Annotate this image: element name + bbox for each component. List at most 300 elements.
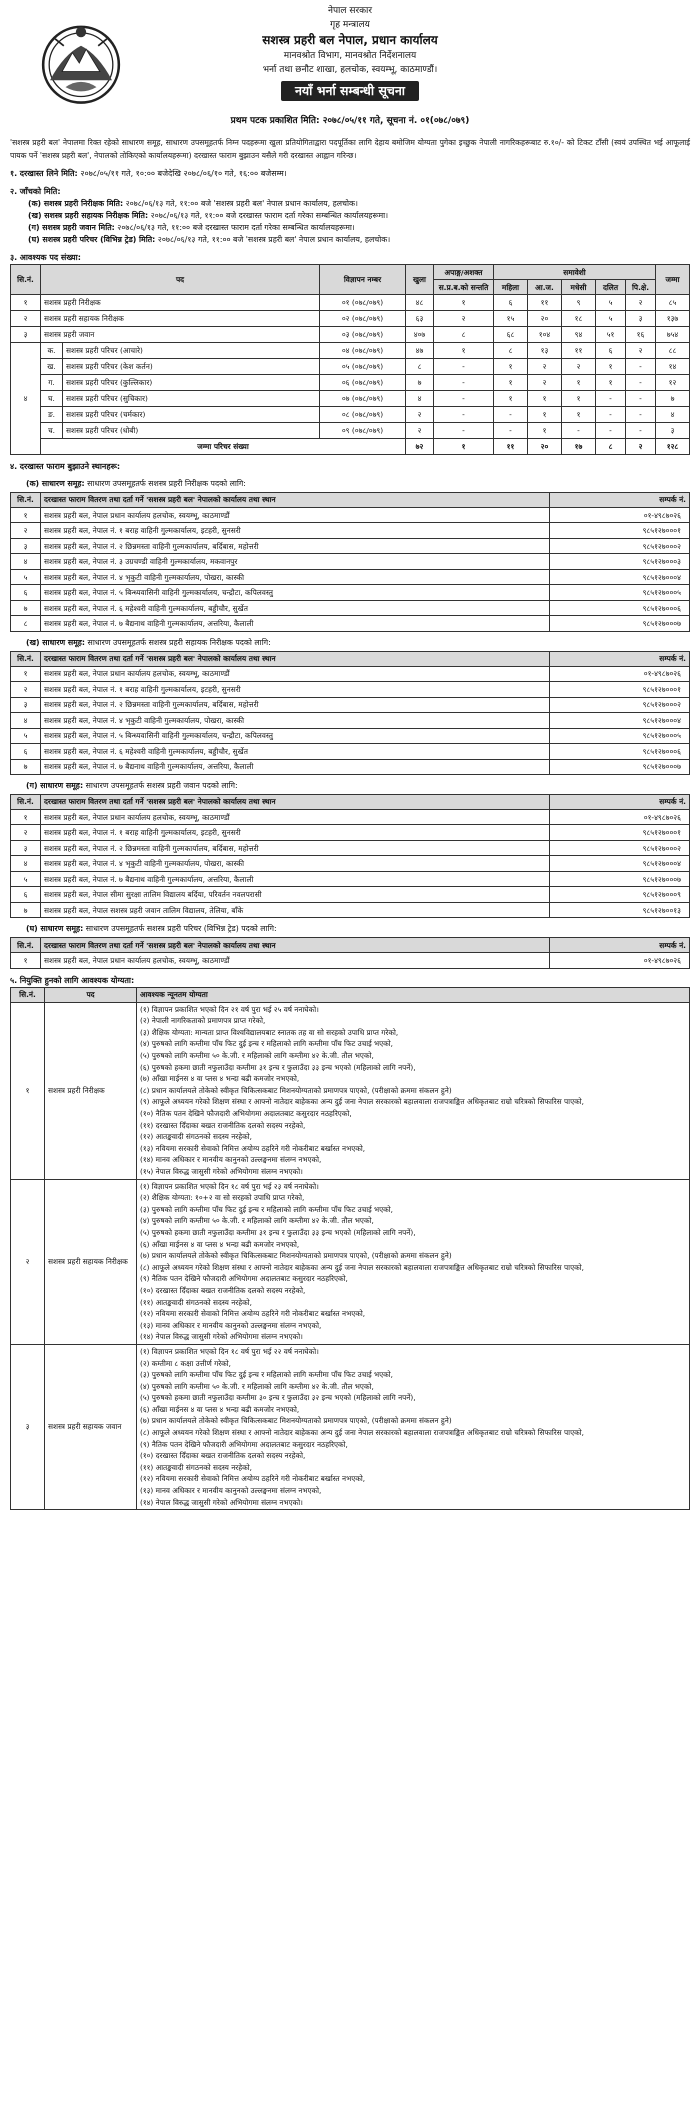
cell-office: सशस्त्र प्रहरी बल, नेपाल नं. ५ बिन्ध्यवासिनी वाहिनी गुल्मकार्यालय, चन्द्रौटा, कपिलवस्तु xyxy=(41,728,550,744)
cell-open: २ xyxy=(406,423,434,439)
requirement-item: (१) विज्ञापन प्रकाशित भएको दिन १८ वर्ष पुरा भई २३ वर्ष ननाघेको। xyxy=(140,1181,319,1191)
col-requirement: आवश्यक न्यूनतम योग्यता xyxy=(137,987,690,1002)
table-row xyxy=(11,728,690,744)
cell-open: ४०७ xyxy=(406,327,434,343)
cell-post: सशस्त्र प्रहरी निरीक्षक xyxy=(41,295,320,311)
unit-label: भर्ना तथा छनौट शाखा, हलचोक, स्वयम्भू, काठमाण्डौं। xyxy=(262,65,438,75)
requirement-item: (१३) नवियमा सरकारी सेवाको निमित्त अयोग्य ठहरिने गरी नोकरीबाट बर्खास्त नभएको, xyxy=(140,1143,366,1153)
cell-b: - xyxy=(626,423,656,439)
requirement-item: (११) दरखास्त दिँदाका बखत राजनीतिक दलको सदस्य नरहेको, xyxy=(140,1120,306,1130)
requirement-list xyxy=(140,1181,686,1343)
table-row xyxy=(11,327,690,343)
requirement-item: (१४) नेपाल विरुद्ध जासुसी गरेको अभियोगमा संलग्न नभएको। xyxy=(140,1332,303,1342)
cell-phone: ९८५१२७०००९ xyxy=(550,887,690,903)
requirement-item: (२) शैक्षिक योग्यता: १०+२ वा सो सरहको उपाधि प्राप्त गरेको, xyxy=(140,1193,305,1203)
cell-sn: ३ xyxy=(11,697,41,713)
cell-adv: ०४ (०७८/०७९) xyxy=(320,343,406,359)
cell-b: - xyxy=(626,391,656,407)
requirement-list xyxy=(140,1346,686,1508)
requirement-item: (१४) मानव अधिकार र मानवीय कानुनको उल्लङ्घनमा संलग्न नभएको, xyxy=(140,1155,322,1165)
section-qualifications xyxy=(10,975,690,987)
col-phone: सम्पर्क नं. xyxy=(550,492,690,507)
cell-phone: ९८५१२७०००४ xyxy=(550,713,690,729)
cell-sn: ६ xyxy=(11,887,41,903)
cell-b: ३ xyxy=(626,311,656,327)
cell-m: १ xyxy=(562,407,596,423)
table-row xyxy=(11,856,690,872)
total-label: जम्मा परिचर संख्या xyxy=(41,439,406,455)
requirement-item: (३) पुरुषको लागि कम्तीमा पाँच फिट दुई इन्च र महिलाको लागि कम्तीमा पाँच फिट उचाई भएको, xyxy=(140,1204,393,1214)
header-row xyxy=(11,794,690,809)
cell-post: सशस्त्र प्रहरी जवान xyxy=(41,327,320,343)
cell-d: ५ xyxy=(596,295,626,311)
cell-sub-index: ग. xyxy=(41,375,63,391)
cell-phone: ०१-४९८७०२६ xyxy=(550,809,690,825)
cell-office: सशस्त्र प्रहरी बल, नेपाल नं. ७ बैद्यनाथ वाहिनी गुल्मकार्यालय, अत्तरिया, कैलाली xyxy=(41,871,550,887)
cell-aj: १०४ xyxy=(528,327,562,343)
col-inclusive: समावेशी xyxy=(494,265,656,280)
cell-adv: ०२ (०७८/०७९) xyxy=(320,311,406,327)
cell-sn: ५ xyxy=(11,871,41,887)
col-sn: सि.नं. xyxy=(11,651,41,666)
exam-date-item xyxy=(10,198,690,210)
cell-phone: ०१-४९८७०२६ xyxy=(550,666,690,682)
cell-phone: ९८५१२७०००६ xyxy=(550,744,690,760)
exam-date-item xyxy=(10,234,690,246)
office-group-label: (ख) साधारण समूह: xyxy=(26,637,86,647)
cell-office: सशस्त्र प्रहरी बल, नेपाल नं. २ छिन्नमस्ता वाहिनी गुल्मकार्यालय, बर्दिबास, महोत्तरी xyxy=(41,697,550,713)
cell-office: सशस्त्र प्रहरी बल, नेपाल नं. ४ भृकुटी वाहिनी गुल्मकार्यालय, पोखरा, कास्की xyxy=(41,713,550,729)
cell-phone: ९८५१२७००१३ xyxy=(550,902,690,918)
col-post: पद xyxy=(41,265,320,295)
office-groups xyxy=(10,479,690,968)
cell-office: सशस्त्र प्रहरी बल, नेपाल सीमा सुरक्षा तालिम विद्यालय बर्दिया, परिवर्तन नवलपरासी xyxy=(41,887,550,903)
requirement-item: (८) आफूले अध्ययन गरेको शिक्षण संस्था र आफ्नो नातेदार बाहेकका अन्य दुई जना नेपाल सरकारको बहालवाला राजपत्राङ्कित अधिकृतबाट राम्रो चरित्रको सिफारिस पाएको, xyxy=(140,1262,584,1272)
cell-r: - xyxy=(434,423,494,439)
col-phone: सम्पर्क नं. xyxy=(550,794,690,809)
cell-w: १ xyxy=(494,375,528,391)
requirement-item: (८) प्रधान कार्यालयले तोकेको स्वीकृत चिकित्सकबाट मिशनयोग्यताको प्रमाणपत्र पाएको, (परीक्षाको क्रममा संकलन हुने) xyxy=(140,1085,452,1095)
requirement-item: (१) विज्ञापन प्रकाशित भएको दिन २१ वर्ष पुरा भई २५ वर्ष ननाघेको। xyxy=(140,1004,319,1014)
total-t: १२८ xyxy=(656,439,690,455)
col-open: खुला xyxy=(406,265,434,295)
cell-sn: ५ xyxy=(11,728,41,744)
requirement-item: (३) शैक्षिक योग्यता: मान्यता प्राप्त विश्वविद्यालयबाट स्नातक तह वा सो सरहको उपाधि प्राप्त गरेको, xyxy=(140,1027,399,1037)
cell-m: - xyxy=(562,423,596,439)
cell-sn: ४ xyxy=(11,856,41,872)
table-row xyxy=(11,295,690,311)
ministry-label: गृह मन्त्रालय xyxy=(330,20,370,30)
cell-d: - xyxy=(596,391,626,407)
cell-r: १ xyxy=(434,343,494,359)
intro-paragraph: 'सशस्त्र प्रहरी बल' नेपालमा रिक्त रहेको साधारण समूह, साधारण उपसमूहतर्फ निम्न पदहरूमा खुला प्रतियोगिताद्वारा पदपूर्तिका लागि देहाय बमोजिम योग्यता पुगेका इच्छुक नेपाली नागरिकहरूबाट रु.१०/- को टिकट टाँसी (स्वयं उपस्थित भई आफूलाई पायक पर्ने 'सशस्त्र प्रहरी बल', नेपालको तोकिएको कार्यालयहरूमा) दरखास्त फाराम बुझाउन यसैले गरी दरखास्त आह्वान गरिन्छ। xyxy=(10,138,690,160)
requirement-item: (१३) मानव अधिकार र मानवीय कानुनको उल्लङ्घनमा संलग्न नभएको, xyxy=(140,1486,322,1496)
requirement-item: (१०) दरखास्त दिँदाका बखत राजनीतिक दलको सदस्य नरहेको, xyxy=(140,1451,306,1461)
cell-t: १४ xyxy=(656,359,690,375)
cell-sn: १ xyxy=(11,1002,45,1179)
cell-r: २ xyxy=(434,311,494,327)
cell-sub-index: ङ. xyxy=(41,407,63,423)
table-row xyxy=(11,871,690,887)
cell-t: १२ xyxy=(656,375,690,391)
cell-office: सशस्त्र प्रहरी बल, नेपाल प्रधान कार्यालय हलचोक, स्वयम्भू, काठमाण्डौं xyxy=(41,953,550,969)
posts-table xyxy=(10,264,690,455)
col-phone: सम्पर्क नं. xyxy=(550,651,690,666)
cell-b: २ xyxy=(626,343,656,359)
office-group-text: साधारण उपसमूहतर्फ सशस्त्र प्रहरी सहायक निरीक्षक पदको लागि: xyxy=(87,637,271,647)
org-name: सशस्त्र प्रहरी बल नेपाल, प्रधान कार्यालय xyxy=(262,33,438,47)
cell-sn: ७ xyxy=(11,902,41,918)
requirement-item: (८) आफूले अध्ययन गरेको शिक्षण संस्था र आफ्नो नातेदार बाहेकका अन्य दुई जना नेपाल सरकारको बहालवाला राजपत्राङ्कित अधिकृतबाट राम्रो चरित्रको सिफारिस पाएको, xyxy=(140,1428,584,1438)
cell-sn: ६ xyxy=(11,744,41,760)
cell-d: १ xyxy=(596,359,626,375)
cell-phone: ०१-४९८७०२६ xyxy=(550,953,690,969)
section-label: जाँचको मिति: xyxy=(19,187,61,197)
cell-post: सशस्त्र प्रहरी सहायक जवान xyxy=(45,1344,137,1509)
col-place: दरखास्त फाराम वितरण तथा दर्ता गर्ने 'सशस्त्र प्रहरी बल' नेपालको कार्यालय तथा स्थान xyxy=(41,938,550,953)
cell-w: - xyxy=(494,423,528,439)
cell-m: १८ xyxy=(562,311,596,327)
requirement-item: (५) पुरुषको हकमा छाती नफुलाउँदा कम्तीमा ३१ इन्च र फुलाउँदा ३३ इन्च भएको (महिलाको लागि नपर्ने), xyxy=(140,1227,416,1237)
cell-sub-index: घ. xyxy=(41,391,63,407)
cell-adv: ०५ (०७८/०७९) xyxy=(320,359,406,375)
requirement-item: (६) आँखा माईनस ४ वा प्लस ४ भन्दा बढी कमजोर नभएको, xyxy=(140,1239,300,1249)
table-row xyxy=(11,953,690,969)
cell-office: सशस्त्र प्रहरी बल, नेपाल नं. ७ बैद्यनाथ वाहिनी गुल्मकार्यालय, अत्तरिया, कैलाली xyxy=(41,759,550,775)
table-row xyxy=(11,569,690,585)
requirement-list xyxy=(140,1004,686,1178)
qualification-table xyxy=(10,987,690,1511)
cell-b: २ xyxy=(626,295,656,311)
cell-open: ४८ xyxy=(406,295,434,311)
office-group-label: (ग) साधारण समूह: xyxy=(26,781,84,791)
cell-open: ६३ xyxy=(406,311,434,327)
cell-b: १६ xyxy=(626,327,656,343)
cell-office: सशस्त्र प्रहरी बल, नेपाल नं. ४ भृकुटी वाहिनी गुल्मकार्यालय, पोखरा, कास्की xyxy=(41,569,550,585)
table-row xyxy=(11,887,690,903)
table-row xyxy=(11,375,690,391)
section-offices xyxy=(10,461,690,473)
total-m: १७ xyxy=(562,439,596,455)
section-application-date xyxy=(10,168,690,180)
cell-t: ७ xyxy=(656,391,690,407)
cell-sn: ३ xyxy=(11,1344,45,1509)
requirement-item: (१२) नवियमा सरकारी सेवाको निमित्त अयोग्य ठहरिने गरी नोकरीबाट बर्खास्त नभएको, xyxy=(140,1309,366,1319)
requirement-item: (९) नैतिक पतन देखिने फौजदारी अभियोगमा अदालतबाट कसुरदार नठहरिएको, xyxy=(140,1439,348,1449)
cell-sub-index: ख. xyxy=(41,359,63,375)
cell-phone: ९८५१२७०००३ xyxy=(550,554,690,570)
cell-office: सशस्त्र प्रहरी बल, नेपाल नं. ६ महेश्वरी वाहिनी गुल्मकार्यालय, बड्डीचौर, सुर्खेत xyxy=(41,600,550,616)
table-row xyxy=(11,1344,690,1509)
cell-sn: ३ xyxy=(11,840,41,856)
requirement-item: (२) नेपाली नागरिकताको प्रमाणपत्र प्राप्त गरेको, xyxy=(140,1016,266,1026)
section-number: २. xyxy=(10,187,18,197)
section-number: १. xyxy=(10,169,18,179)
section-posts xyxy=(10,252,690,264)
cell-open: २ xyxy=(406,407,434,423)
cell-post: सशस्त्र प्रहरी निरीक्षक xyxy=(45,1002,137,1179)
total-open: ७२ xyxy=(406,439,434,455)
table-row xyxy=(11,343,690,359)
cell-sn: ७ xyxy=(11,600,41,616)
exam-date-text: २०७८/०६/१३ गते, ११:०० बजे 'सशस्त्र प्रहरी बल' नेपाल प्रधान कार्यालय, हलचोक। xyxy=(125,199,358,209)
requirement-item: (५) पुरुषको हकमा छाती नफुलाउँदा कम्तीमा ३० इन्च र फुलाउँदा ३२ इन्च भएको (महिलाको लागि नपर्ने), xyxy=(140,1393,416,1403)
cell-d: ५ xyxy=(596,311,626,327)
exam-date-label: (क) सशस्त्र प्रहरी निरीक्षक मिति: xyxy=(28,199,124,209)
cell-post: सशस्त्र प्रहरी परिचर (कुल्लिकार) xyxy=(63,375,320,391)
cell-sn: ८ xyxy=(11,616,41,632)
table-row xyxy=(11,902,690,918)
table-row xyxy=(11,554,690,570)
office-group-text: साधारण उपसमूहतर्फ सशस्त्र प्रहरी परिचर (विभिन्न ट्रेड) पदको लागि: xyxy=(85,924,277,934)
table-row xyxy=(11,391,690,407)
cell-b: - xyxy=(626,359,656,375)
table-row xyxy=(11,1002,690,1179)
cell-phone: ९८५१२७०००४ xyxy=(550,569,690,585)
requirement-item: (१५) नेपाल विरुद्ध जासुसी गरेको अभियोगमा संलग्न नभएको। xyxy=(140,1167,303,1176)
col-women: महिला xyxy=(494,280,528,295)
cell-w: १५ xyxy=(494,311,528,327)
cell-phone: ९८५१२७०००१ xyxy=(550,825,690,841)
cell-d: - xyxy=(596,407,626,423)
exam-date-text: २०७८/०६/१३ गते, ११:०० बजे 'सशस्त्र प्रहरी बल' नेपाल प्रधान कार्यालय, हलचोक। xyxy=(157,235,391,245)
table-row xyxy=(11,311,690,327)
col-place: दरखास्त फाराम वितरण तथा दर्ता गर्ने 'सशस्त्र प्रहरी बल' नेपालको कार्यालय तथा स्थान xyxy=(41,492,550,507)
table-row xyxy=(11,423,690,439)
cell-sn: ४ xyxy=(11,554,41,570)
cell-office: सशस्त्र प्रहरी बल, नेपाल नं. ६ महेश्वरी वाहिनी गुल्मकार्यालय, बड्डीचौर, सुर्खेत xyxy=(41,744,550,760)
office-table xyxy=(10,937,690,969)
col-madhesi: मधेसी xyxy=(562,280,596,295)
cell-t: ८८ xyxy=(656,343,690,359)
cell-w: १ xyxy=(494,391,528,407)
table-row xyxy=(11,585,690,601)
total-w: ११ xyxy=(494,439,528,455)
cell-office: सशस्त्र प्रहरी बल, नेपाल नं. २ छिन्नमस्ता वाहिनी गुल्मकार्यालय, बर्दिबास, महोत्तरी xyxy=(41,840,550,856)
cell-adv: ०६ (०७८/०७९) xyxy=(320,375,406,391)
exam-date-list xyxy=(10,198,690,246)
cell-sn: २ xyxy=(11,523,41,539)
cell-adv: ०७ (०७८/०७९) xyxy=(320,391,406,407)
cell-post: सशस्त्र प्रहरी परिचर (आचारे) xyxy=(63,343,320,359)
cell-sn: ७ xyxy=(11,759,41,775)
col-aj: आ.ज. xyxy=(528,280,562,295)
table-row xyxy=(11,538,690,554)
cell-d: - xyxy=(596,423,626,439)
cell-t: ३ xyxy=(656,423,690,439)
cell-office: सशस्त्र प्रहरी बल, नेपाल नं. १ बराह वाहिनी गुल्मकार्यालय, इटहरी, सुनसरी xyxy=(41,523,550,539)
cell-office: सशस्त्र प्रहरी बल, नेपाल नं. १ बराह वाहिनी गुल्मकार्यालय, इटहरी, सुनसरी xyxy=(41,682,550,698)
exam-date-item xyxy=(10,210,690,222)
table-row xyxy=(11,600,690,616)
total-aj: २० xyxy=(528,439,562,455)
cell-t: १३७ xyxy=(656,311,690,327)
cell-office: सशस्त्र प्रहरी बल, नेपाल नं. ३ उग्रचण्डी वाहिनी गुल्मकार्यालय, मकवानपुर xyxy=(41,554,550,570)
cell-post: सशस्त्र प्रहरी परिचर (चर्मकार) xyxy=(63,407,320,423)
col-sn: सि.नं. xyxy=(11,794,41,809)
col-sn: सि.नं. xyxy=(11,265,41,295)
office-group-title xyxy=(26,638,690,648)
cell-phone: ९८५१२७०००७ xyxy=(550,871,690,887)
requirement-item: (६) पुरुषको हकमा छाती नफुलाउँदा कम्तीमा ३१ इन्च र फुलाउँदा ३३ इन्च भएको (महिलाको लागि नपर्ने), xyxy=(140,1062,416,1072)
cell-sn: १ xyxy=(11,666,41,682)
cell-office: सशस्त्र प्रहरी बल, नेपाल नं. २ छिन्नमस्ता वाहिनी गुल्मकार्यालय, बर्दिबास, महोत्तरी xyxy=(41,538,550,554)
table-row xyxy=(11,759,690,775)
cell-office: सशस्त्र प्रहरी बल, नेपाल प्रधान कार्यालय हलचोक, स्वयम्भू, काठमाण्डौं xyxy=(41,809,550,825)
col-reserved: अपाङ्ग/अशक्त xyxy=(434,265,494,280)
cell-phone: ९८५१२७०००२ xyxy=(550,697,690,713)
requirement-item: (१२) नवियमा सरकारी सेवाको निमित्त अयोग्य ठहरिने गरी नोकरीबाट बर्खास्त नभएको, xyxy=(140,1474,366,1484)
table-row xyxy=(11,809,690,825)
col-sn: सि.नं. xyxy=(11,987,45,1002)
cell-phone: ०१-४९८७०२६ xyxy=(550,507,690,523)
section-label: आवश्यक पद संख्या: xyxy=(19,253,81,263)
cell-t: ८५ xyxy=(656,295,690,311)
cell-d: १ xyxy=(596,375,626,391)
cell-sn: १ xyxy=(11,953,41,969)
col-sn: सि.नं. xyxy=(11,492,41,507)
cell-phone: ९८५१२७०००२ xyxy=(550,538,690,554)
header-row xyxy=(11,651,690,666)
cell-w: - xyxy=(494,407,528,423)
cell-post: सशस्त्र प्रहरी सहायक निरीक्षक xyxy=(41,311,320,327)
cell-phone: ९८५१२७०००६ xyxy=(550,600,690,616)
cell-open: ४७ xyxy=(406,343,434,359)
cell-phone: ९८५१२७०००७ xyxy=(550,759,690,775)
requirement-item: (४) पुरुषको लागि कम्तीमा पाँच फिट दुई इन्च र महिलाको लागि कम्तीमा पाँच फिट उचाई भएको, xyxy=(140,1039,393,1049)
publication-date: प्रथम पटक प्रकाशित मिति: २०७८/०५/११ गते, सूचना नं. ०१(०७८/०७९) xyxy=(230,116,470,126)
col-place: दरखास्त फाराम वितरण तथा दर्ता गर्ने 'सशस्त्र प्रहरी बल' नेपालको कार्यालय तथा स्थान xyxy=(41,794,550,809)
section-number: ३. xyxy=(10,253,18,263)
cell-sn: २ xyxy=(11,682,41,698)
cell-post: सशस्त्र प्रहरी परिचर (केश कर्तन) xyxy=(63,359,320,375)
requirement-item: (९) आफूले अध्ययन गरेको शिक्षण संस्था र आफ्नो नातेदार बाहेकका अन्य दुई जना नेपाल सरकारको बहालवाला राजपत्राङ्कित अधिकृतबाट राम्रो चरित्रको सिफारिस पाएको, xyxy=(140,1097,584,1107)
cell-m: १ xyxy=(562,375,596,391)
total-r: १ xyxy=(434,439,494,455)
cell-office: सशस्त्र प्रहरी बल, नेपाल नं. ७ बैद्यनाथ वाहिनी गुल्मकार्यालय, अत्तरिया, कैलाली xyxy=(41,616,550,632)
col-dalit: दलित xyxy=(596,280,626,295)
cell-aj: १ xyxy=(528,423,562,439)
cell-phone: ९८५१२७०००७ xyxy=(550,616,690,632)
exam-date-text: २०७८/०६/१३ गते, ११:०० बजे दरखास्त फाराम दर्ता गरेका सम्बन्धित कार्यालयहरूमा। xyxy=(117,223,355,233)
cell-sn: ५ xyxy=(11,569,41,585)
cell-sn: २ xyxy=(11,311,41,327)
requirement-item: (११) आतङ्कवादी संगठनको सदस्य नरहेको, xyxy=(140,1462,252,1472)
cell-m: ११ xyxy=(562,343,596,359)
cell-adv: ०३ (०७८/०७९) xyxy=(320,327,406,343)
col-sn: सि.नं. xyxy=(11,938,41,953)
cell-m: ९ xyxy=(562,295,596,311)
cell-sn: ४ xyxy=(11,343,41,455)
office-group-title xyxy=(26,781,690,791)
requirement-item: (१२) आतङ्कवादी संगठनको सदस्य नरहेको, xyxy=(140,1132,252,1142)
cell-r: - xyxy=(434,375,494,391)
cell-sub-index: क. xyxy=(41,343,63,359)
cell-sn: ६ xyxy=(11,585,41,601)
total-row xyxy=(11,439,690,455)
cell-phone: ९८५१२७०००५ xyxy=(550,585,690,601)
cell-aj: २ xyxy=(528,375,562,391)
exam-date-label: (ख) सशस्त्र प्रहरी सहायक निरीक्षक मिति: xyxy=(28,211,149,221)
table-row xyxy=(11,407,690,423)
cell-w: ६ xyxy=(494,295,528,311)
cell-post: सशस्त्र प्रहरी परिचर (धोबी) xyxy=(63,423,320,439)
cell-office: सशस्त्र प्रहरी बल, नेपाल नं. ५ बिन्ध्यवासिनी वाहिनी गुल्मकार्यालय, चन्द्रौटा, कपिलवस्तु xyxy=(41,585,550,601)
requirement-item: (३) पुरुषको लागि कम्तीमा पाँच फिट दुई इन्च र महिलाको लागि कम्तीमा पाँच फिट उचाई भएको, xyxy=(140,1370,393,1380)
cell-d: ६ xyxy=(596,343,626,359)
requirement-item: (६) आँखा माईनस ४ वा प्लस ४ भन्दा बढी कमजोर नभएको, xyxy=(140,1404,300,1414)
cell-sn: १ xyxy=(11,507,41,523)
cell-sn: ४ xyxy=(11,713,41,729)
cell-sn: २ xyxy=(11,1179,45,1344)
col-total: जम्मा xyxy=(656,265,690,295)
requirement-item: (७) आँखा माईनस ४ वा प्लस ४ भन्दा बढी कमजोर नभएको, xyxy=(140,1074,300,1084)
office-group-title xyxy=(26,479,690,489)
cell-aj: १३ xyxy=(528,343,562,359)
col-reserved-sub: स.प्र.ब.को सन्तति xyxy=(434,280,494,295)
cell-open: ८ xyxy=(406,359,434,375)
cell-w: १ xyxy=(494,359,528,375)
cell-r: ८ xyxy=(434,327,494,343)
cell-m: ९४ xyxy=(562,327,596,343)
section-label: नियुक्ति हुनको लागि आवश्यक योग्यता: xyxy=(19,975,135,985)
col-adv: विज्ञापन नम्बर xyxy=(320,265,406,295)
requirement-item: (१०) नैतिक पतन देखिने फौजदारी अभियोगमा अदालतबाट कसुरदार नठहरिएको, xyxy=(140,1109,352,1119)
notice-header xyxy=(10,4,690,114)
cell-aj: १ xyxy=(528,391,562,407)
cell-aj: २ xyxy=(528,359,562,375)
office-group-text: साधारण उपसमूहतर्फ सशस्त्र प्रहरी निरीक्षक पदको लागि: xyxy=(87,479,246,489)
requirement-item: (२) कम्तीमा ८ कक्षा उत्तीर्ण गरेको, xyxy=(140,1358,231,1368)
cell-office: सशस्त्र प्रहरी बल, नेपाल सशस्त्र प्रहरी जवान तालिम विद्यालय, तेलिया, बाँके xyxy=(41,902,550,918)
cell-requirements xyxy=(137,1179,690,1344)
table-row xyxy=(11,523,690,539)
cell-d: ५१ xyxy=(596,327,626,343)
requirement-item: (१) विज्ञापन प्रकाशित भएको दिन १८ वर्ष पुरा भई २२ वर्ष ननाघेको। xyxy=(140,1346,319,1356)
cell-sn: २ xyxy=(11,825,41,841)
cell-post: सशस्त्र प्रहरी सहायक निरीक्षक xyxy=(45,1179,137,1344)
cell-r: - xyxy=(434,391,494,407)
gov-label: नेपाल सरकार xyxy=(327,6,373,16)
header-row xyxy=(11,492,690,507)
cell-phone: ९८५१२७०००५ xyxy=(550,728,690,744)
total-d: ८ xyxy=(596,439,626,455)
office-group-text: साधारण उपसमूहतर्फ सशस्त्र प्रहरी जवान पदको लागि: xyxy=(85,781,238,791)
total-b: २ xyxy=(626,439,656,455)
table-row xyxy=(11,507,690,523)
cell-post: सशस्त्र प्रहरी परिचर (सुचिकार) xyxy=(63,391,320,407)
cell-t: ४ xyxy=(656,407,690,423)
office-group-label: (घ) साधारण समूह: xyxy=(26,924,84,934)
requirement-item: (७) प्रधान कार्यालयले तोकेको स्वीकृत चिकित्सकबाट मिशनयोग्यताको प्रमाणपत्र पाएको, (परीक्षाको क्रममा संकलन हुने) xyxy=(140,1416,452,1426)
cell-w: ८ xyxy=(494,343,528,359)
section-number: ४. xyxy=(10,462,18,472)
col-place: दरखास्त फाराम वितरण तथा दर्ता गर्ने 'सशस्त्र प्रहरी बल' नेपालको कार्यालय तथा स्थान xyxy=(41,651,550,666)
exam-date-label: (घ) सशस्त्र प्रहरी परिचर (विभिन्न ट्रेड) मिति: xyxy=(28,235,156,245)
section-text: २०७८/०५/११ गते, १०:०० बजेदेखि २०७८/०६/१० गते, १६:०० बजेसम्म। xyxy=(80,169,287,179)
exam-date-item xyxy=(10,222,690,234)
cell-t: ७५४ xyxy=(656,327,690,343)
cell-office: सशस्त्र प्रहरी बल, नेपाल नं. ४ भृकुटी वाहिनी गुल्मकार्यालय, पोखरा, कास्की xyxy=(41,856,550,872)
requirement-item: (९) नैतिक पतन देखिने फौजदारी अभियोगमा अदालतबाट कसुरदार नठहरिएको, xyxy=(140,1274,348,1284)
cell-requirements xyxy=(137,1344,690,1509)
table-row xyxy=(11,682,690,698)
requirement-item: (४) पुरुषको लागि कम्तीमा ५० के.जी. र महिलाको लागि कम्तीमा ४२ के.जी. तौल भएको, xyxy=(140,1381,374,1391)
section-label: दरखास्त लिने मिति: xyxy=(19,169,78,179)
notice-title: नयाँ भर्ना सम्बन्धी सूचना xyxy=(281,81,419,101)
requirement-item: (१३) मानव अधिकार र मानवीय कानुनको उल्लङ्घनमा संलग्न नभएको, xyxy=(140,1320,322,1330)
cell-open: ७ xyxy=(406,375,434,391)
